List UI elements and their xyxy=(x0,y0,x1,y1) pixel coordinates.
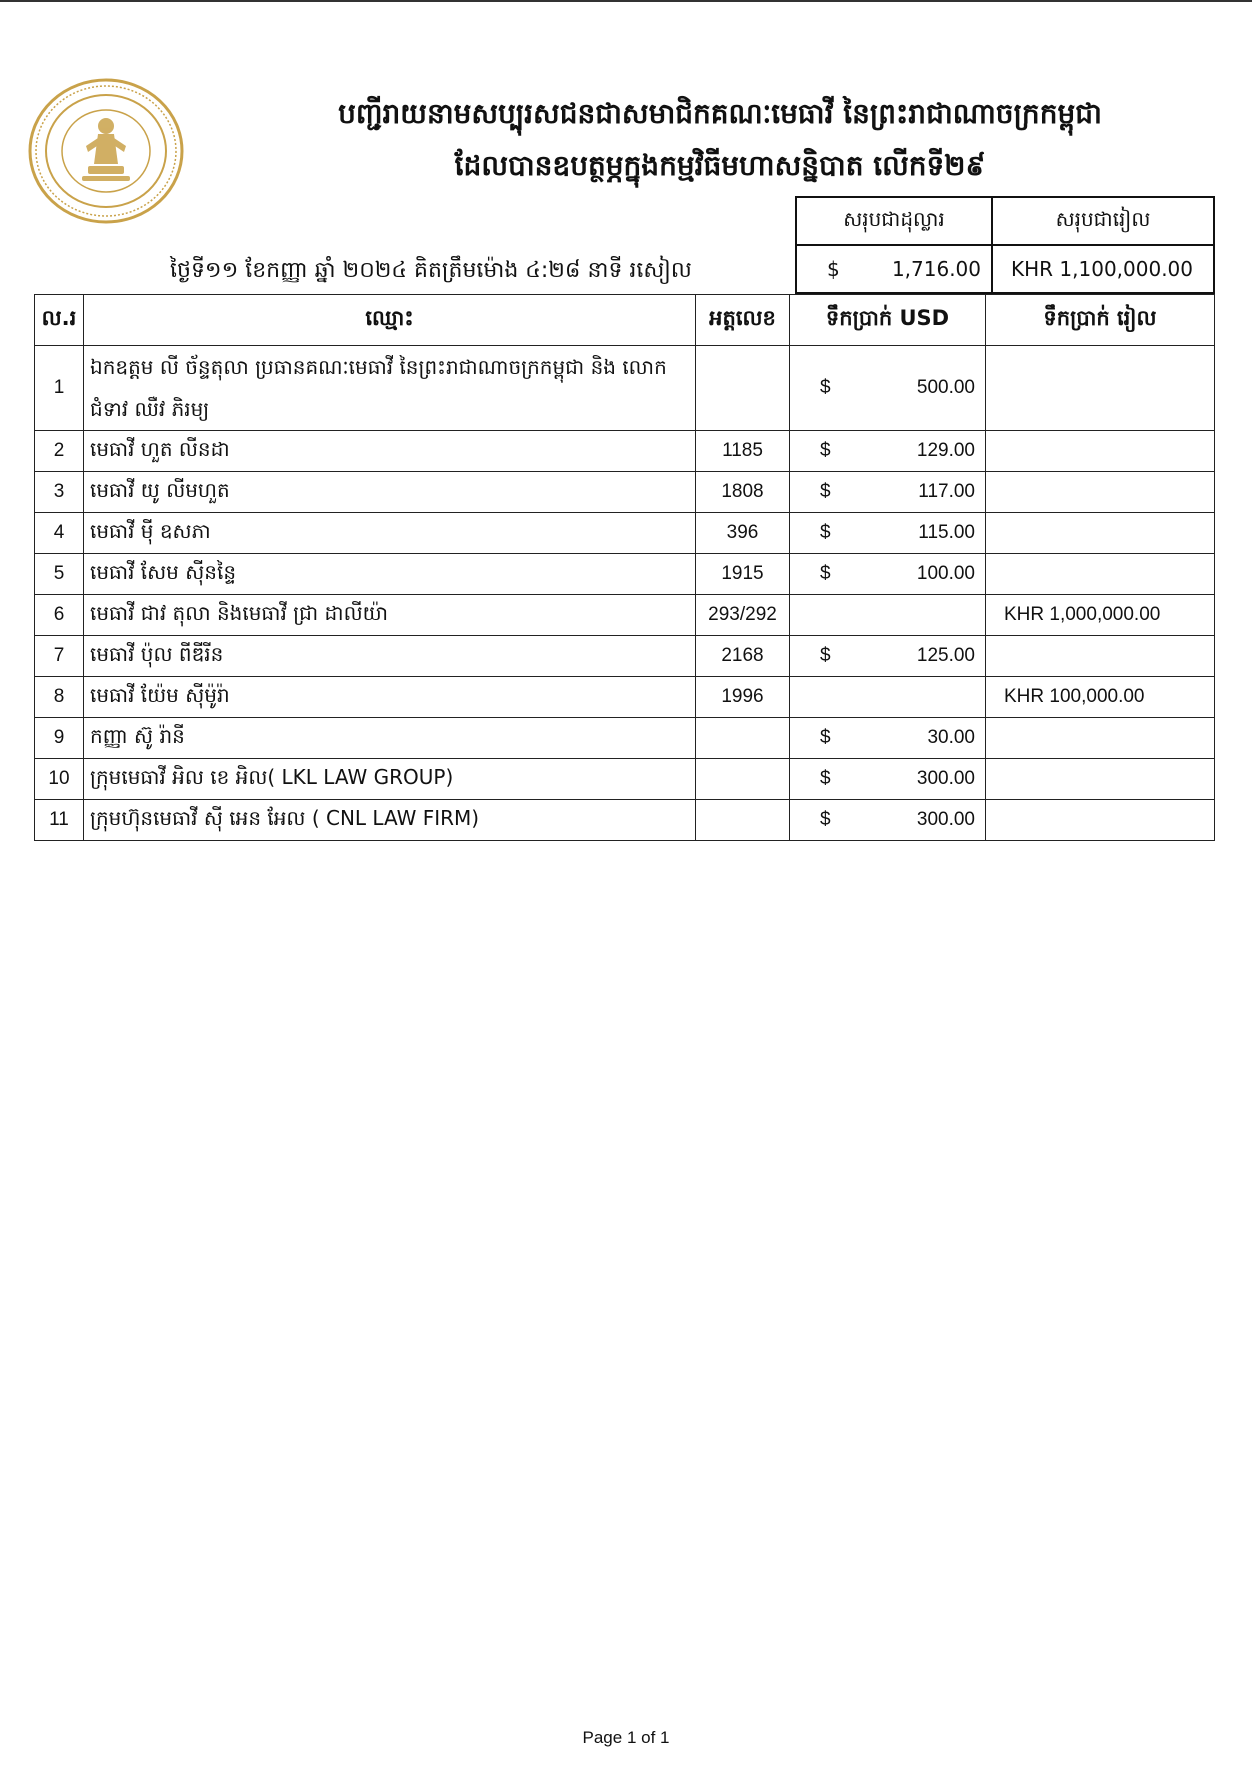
row-name: ឯកឧត្តម លី ច័ន្ទតុលា ប្រធានគណៈមេធាវី នៃព្រះរាជាណាចក្រកម្ពុជា និង លោកជំទាវ ឈឺវ ភិរម្យ xyxy=(84,346,696,431)
row-khr xyxy=(986,759,1215,800)
row-usd xyxy=(790,554,986,595)
document-title-line2: ដែលបានឧបត្ថម្ភក្នុងកម្មវិធីមហាសន្និបាត លើកទី២៩ xyxy=(454,149,986,182)
table-row xyxy=(35,554,1215,595)
summary-usd-total: 1,716.00 xyxy=(891,257,981,281)
row-member-no: 293/292 xyxy=(696,595,790,636)
usd-symbol: $ xyxy=(820,809,831,830)
row-no: 10 xyxy=(35,759,84,800)
row-khr: KHR 100,000.00 xyxy=(986,677,1215,718)
row-khr xyxy=(986,472,1215,513)
summary-khr-header: សរុបជារៀល xyxy=(992,197,1214,245)
header-no: ល.រ xyxy=(35,295,84,346)
usd-amount: 117.00 xyxy=(918,481,975,502)
usd-amount: 300.00 xyxy=(916,809,975,830)
usd-symbol: $ xyxy=(820,522,831,543)
row-name: មេធាវី ប៉ុល ពីឌីរីន xyxy=(84,636,696,677)
header-member-no: អត្តលេខ xyxy=(696,295,790,346)
table-row xyxy=(35,800,1215,841)
usd-symbol: $ xyxy=(820,727,831,748)
usd-symbol: $ xyxy=(820,440,831,461)
summary-usd-symbol: $ xyxy=(827,257,840,281)
bar-association-seal-logo xyxy=(26,76,186,226)
row-khr xyxy=(986,431,1215,472)
row-usd xyxy=(790,677,986,718)
row-usd xyxy=(790,800,986,841)
usd-amount: 300.00 xyxy=(916,768,975,789)
row-member-no xyxy=(696,800,790,841)
table-row xyxy=(35,346,1215,431)
row-khr xyxy=(986,346,1215,431)
summary-usd-header: សរុបជាដុល្លារ xyxy=(796,197,992,245)
usd-amount: 500.00 xyxy=(916,377,975,398)
row-no: 8 xyxy=(35,677,84,718)
header-usd: ទឹកប្រាក់ USD xyxy=(790,295,986,346)
row-member-no: 2168 xyxy=(696,636,790,677)
row-member-no: 1808 xyxy=(696,472,790,513)
usd-symbol: $ xyxy=(820,768,831,789)
row-member-no: 396 xyxy=(696,513,790,554)
row-usd xyxy=(790,431,986,472)
row-member-no xyxy=(696,759,790,800)
row-no: 4 xyxy=(35,513,84,554)
row-name: មេធាវី ហួត លីនដា xyxy=(84,431,696,472)
usd-symbol: $ xyxy=(820,377,831,398)
usd-amount: 129.00 xyxy=(916,440,975,461)
donor-table xyxy=(34,294,1215,841)
summary-usd-total-cell xyxy=(796,245,992,293)
row-usd xyxy=(790,718,986,759)
header-khr: ទឹកប្រាក់ រៀល xyxy=(986,295,1215,346)
row-member-no: 1915 xyxy=(696,554,790,595)
row-no: 11 xyxy=(35,800,84,841)
document-title-line1: បញ្ជីរាយនាមសប្បុរសជនជាសមាជិកគណៈមេធាវី នៃព្រះរាជាណាចក្រកម្ពុជា xyxy=(338,97,1102,130)
table-row xyxy=(35,431,1215,472)
row-usd xyxy=(790,472,986,513)
row-name: មេធាវី ជាវ តុលា និងមេធាវី ជ្រា ដាលីយ៉ា xyxy=(84,595,696,636)
row-usd xyxy=(790,636,986,677)
row-name: មេធាវី សែម ស៊ីនន្ទៃ xyxy=(84,554,696,595)
row-no: 6 xyxy=(35,595,84,636)
row-usd xyxy=(790,759,986,800)
row-usd xyxy=(790,595,986,636)
row-name: កញ្ញា ស៊ូ រ៉ានី xyxy=(84,718,696,759)
table-row xyxy=(35,718,1215,759)
summary-khr-total: KHR 1,100,000.00 xyxy=(992,245,1214,293)
usd-amount: 100.00 xyxy=(916,563,975,584)
row-member-no xyxy=(696,346,790,431)
usd-symbol: $ xyxy=(820,563,831,584)
usd-amount: 30.00 xyxy=(927,727,975,748)
row-name: មេធាវី ម៉ី ឧសភា xyxy=(84,513,696,554)
row-member-no: 1185 xyxy=(696,431,790,472)
table-row xyxy=(35,513,1215,554)
row-name: មេធាវី យូ លីមហួត xyxy=(84,472,696,513)
row-no: 3 xyxy=(35,472,84,513)
row-no: 2 xyxy=(35,431,84,472)
row-no: 7 xyxy=(35,636,84,677)
row-khr xyxy=(986,800,1215,841)
table-header-row xyxy=(35,295,1215,346)
row-no: 1 xyxy=(35,346,84,431)
usd-amount: 125.00 xyxy=(916,645,975,666)
row-usd xyxy=(790,346,986,431)
row-khr xyxy=(986,718,1215,759)
row-name: ក្រុមមេធាវី អិល ខេ អិល( LKL LAW GROUP) xyxy=(84,759,696,800)
row-khr xyxy=(986,636,1215,677)
row-no: 9 xyxy=(35,718,84,759)
row-member-no: 1996 xyxy=(696,677,790,718)
top-border xyxy=(0,0,1252,2)
row-khr xyxy=(986,554,1215,595)
row-no: 5 xyxy=(35,554,84,595)
row-khr xyxy=(986,513,1215,554)
row-usd xyxy=(790,513,986,554)
table-row xyxy=(35,595,1215,636)
summary-table xyxy=(795,196,1215,294)
table-row xyxy=(35,759,1215,800)
table-row xyxy=(35,636,1215,677)
row-khr: KHR 1,000,000.00 xyxy=(986,595,1215,636)
row-member-no xyxy=(696,718,790,759)
table-row xyxy=(35,472,1215,513)
usd-symbol: $ xyxy=(820,481,831,502)
page-footer: Page 1 of 1 xyxy=(582,1728,670,1747)
report-date: ថ្ងៃទី១១ ខែកញ្ញា ឆ្នាំ ២០២៤ គិតត្រឹមម៉ោង ៤:២៨ នាទី រសៀល xyxy=(170,258,692,283)
row-name: មេធាវី យ៉ែម ស៊ីម៉ូរ៉ា xyxy=(84,677,696,718)
header-name: ឈ្មោះ xyxy=(84,295,696,346)
row-name: ក្រុមហ៊ុនមេធាវី ស៊ី អេន អែល ( CNL LAW FIRM) xyxy=(84,800,696,841)
usd-symbol: $ xyxy=(820,645,831,666)
usd-amount: 115.00 xyxy=(918,522,975,543)
table-row xyxy=(35,677,1215,718)
